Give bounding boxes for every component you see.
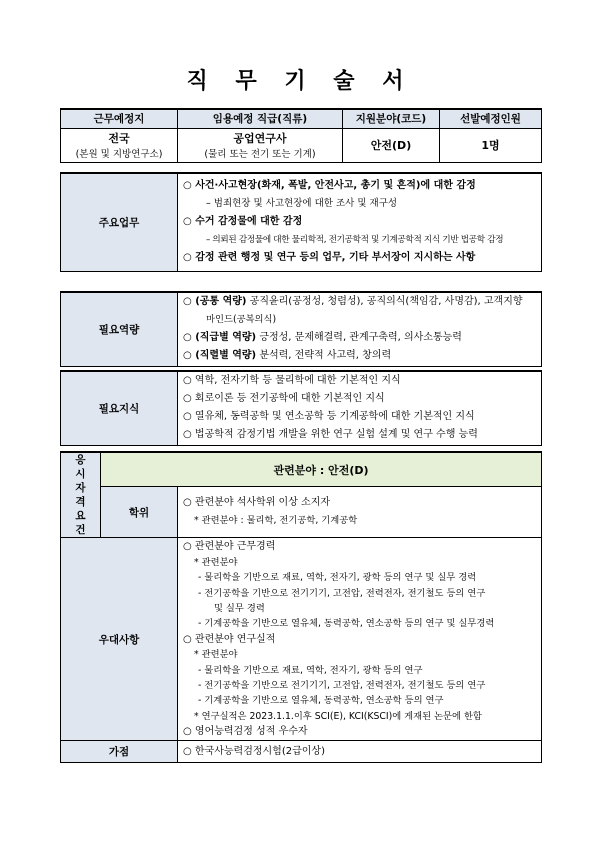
qualification-field-title: 관련분야 : 안전(D) bbox=[101, 452, 542, 487]
preference-line: * 관련분야 bbox=[194, 649, 238, 661]
preference-label: 우대사항 bbox=[61, 538, 178, 741]
degree-content bbox=[178, 487, 542, 538]
preference-line: - 기계공학을 기반으로 열유체, 동력공학, 연소공학 등의 연구 bbox=[198, 695, 444, 707]
knowledge-line: ○ 회로이론 등 전기공학에 대한 기본적인 지식 bbox=[183, 393, 385, 405]
knowledge-line: ○ 역학, 전자기학 등 물리학에 대한 기본적인 지식 bbox=[183, 375, 401, 387]
bonus-label: 가점 bbox=[61, 741, 178, 763]
preference-line: ○ 영어능력검정 성적 우수자 bbox=[183, 726, 308, 738]
count-cell: 1명 bbox=[440, 128, 542, 162]
preference-line: * 연구실적은 2023.1.1.이후 SCI(E), KCI(KSCI)에 게재된 논문에 한함 bbox=[194, 710, 482, 722]
preference-line: - 기계공학을 기반으로 열유체, 동력공학, 연소공학 등의 연구 및 실무경력 bbox=[198, 618, 495, 630]
header-col-count: 선발예정인원 bbox=[440, 109, 542, 128]
duties-table bbox=[60, 172, 542, 272]
preference-content bbox=[178, 538, 542, 741]
duties-content bbox=[178, 173, 542, 271]
preference-list bbox=[178, 538, 541, 739]
competency-table bbox=[60, 291, 542, 367]
competency-line: ○ (공통 역량) 공직윤리(공정성, 청렴성), 공직의식(책임감, 사명감), 고객지향 bbox=[183, 296, 523, 308]
field-cell: 안전(D) bbox=[343, 128, 440, 162]
knowledge-label: 필요지식 bbox=[61, 371, 178, 445]
qualification-table bbox=[60, 451, 542, 763]
preference-line: ○ 관련분야 연구실적 bbox=[183, 633, 276, 645]
duty-line: ○ 감정 관련 행정 및 연구 등의 업무, 기타 부서장이 지시하는 사항 bbox=[183, 252, 476, 264]
header-col-rank: 임용예정 직급(직류) bbox=[178, 109, 343, 128]
qualification-vertical-label: 응 시 자 격 요 건 bbox=[61, 452, 101, 538]
degree-line: ○ 관련분야 석사학위 이상 소지자 bbox=[183, 497, 331, 509]
preference-line: * 관련분야 bbox=[194, 556, 238, 568]
duties-label: 주요업무 bbox=[61, 173, 178, 271]
rank-cell bbox=[178, 128, 343, 162]
duty-line: ○ 수거 감정물에 대한 감정 bbox=[183, 216, 303, 228]
competency-line: ○ (직렬별 역량) 분석력, 전략적 사고력, 창의력 bbox=[183, 350, 392, 362]
duty-line: – 의뢰된 감정물에 대한 물리학적, 전기공학적 및 기계공학적 지식 기반 법공학 감정 bbox=[206, 235, 504, 246]
duty-line: – 범죄현장 및 사고현장에 대한 조사 및 재구성 bbox=[206, 198, 398, 210]
competency-label: 필요역량 bbox=[61, 292, 178, 366]
header-col-location: 근무예정지 bbox=[61, 109, 178, 128]
preference-line: - 물리학을 기반으로 재료, 역학, 전자기, 광학 등의 연구 및 실무 경력 bbox=[198, 572, 477, 584]
rank-sub: (물리 또는 전기 또는 기계) bbox=[204, 149, 316, 160]
competency-line: 마인드(공복의식) bbox=[206, 314, 277, 326]
knowledge-line: ○ 열유체, 동력공학 및 연소공학 등 기계공학에 대한 기본적인 지식 bbox=[183, 411, 475, 423]
preference-line: ○ 관련분야 근무경력 bbox=[183, 541, 276, 553]
location-cell bbox=[61, 128, 178, 162]
knowledge-table bbox=[60, 370, 542, 446]
page-title: 직 무 기 술 서 bbox=[186, 69, 414, 94]
knowledge-content bbox=[178, 371, 542, 445]
location-sub: (본원 및 지방연구소) bbox=[75, 149, 163, 160]
preference-line: - 전기공학을 기반으로 전기기기, 고전압, 전력전자, 전기철도 등의 연구 bbox=[198, 587, 486, 599]
duty-line: ○ 사건·사고현장(화재, 폭발, 안전사고, 총기 및 흔적)에 대한 감정 bbox=[183, 180, 476, 192]
preference-line: 및 실무 경력 bbox=[214, 602, 265, 614]
competency-line: ○ (직급별 역량) 긍정성, 문제해결력, 관계구축력, 의사소통능력 bbox=[183, 332, 462, 344]
preference-line: - 물리학을 기반으로 재료, 역학, 전자기, 광학 등의 연구 bbox=[198, 664, 423, 676]
degree-line: * 관련분야 : 물리학, 전기공학, 기계공학 bbox=[194, 515, 358, 527]
rank-main: 공업연구사 bbox=[233, 132, 287, 145]
location-main: 전국 bbox=[108, 132, 130, 145]
degree-label: 학위 bbox=[101, 487, 178, 538]
header-table bbox=[60, 108, 542, 163]
knowledge-line: ○ 법공학적 감정기법 개발을 위한 연구 실험 설계 및 연구 수행 능력 bbox=[183, 429, 478, 441]
competency-content bbox=[178, 292, 542, 366]
bonus-content bbox=[178, 741, 542, 763]
preference-line: - 전기공학을 기반으로 전기기기, 고전압, 전력전자, 전기철도 등의 연구 bbox=[198, 680, 486, 692]
bonus-line: ○ 한국사능력검정시험(2급이상) bbox=[183, 745, 325, 757]
header-col-field: 지원분야(코드) bbox=[343, 109, 440, 128]
